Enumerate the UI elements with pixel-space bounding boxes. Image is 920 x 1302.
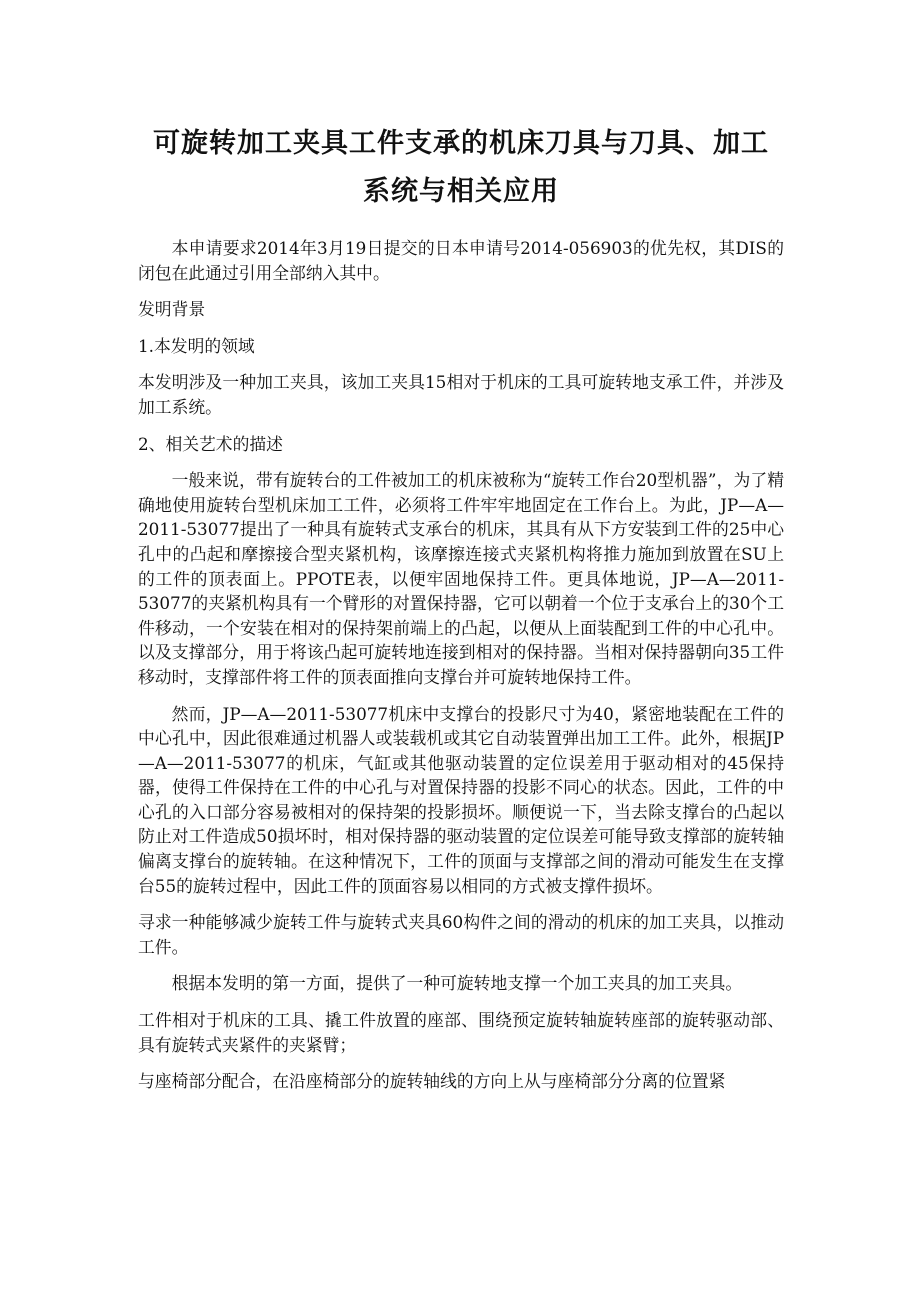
first-aspect-paragraph: 根据本发明的第一方面，提供了一种可旋转地支撑一个加工夹具的加工夹具。: [171, 973, 743, 994]
claim-element-paragraph-2: 与座椅部分配合，在沿座椅部分的旋转轴线的方向上从与座椅部分分离的位置紧: [138, 1071, 726, 1092]
title-line-1: 可旋转加工夹具工件支承的机床刀具与刀具、加工: [153, 128, 769, 159]
related-art-paragraph-2: 然而，JP—A—2011-53077机床中支撑台的投影尺寸为40，紧密地装配在工件的中心孔中，因此很难通过机器人或装载机或其它自动装置弹出加工工件。此外，根据JP—A—2011-53077的机床，气缸或其他驱动装置的定位误差用于驱动相对的45保持器，使得工件保持在工件的中心孔与对置保持器的投影不同心的状态。因此，工件的中心孔的入口部分容易被相对的保持架的投影损坏。顺便说一下，当去除支撑台的凸起以防止对工件造成50损坏时，相对保持器的驱动装置的定位误差可能导致支撑部的旋转轴偏离支撑台的旋转轴。在这种情况下，工件的顶面与支撑部之间的滑动可能发生在支撑台55的旋转过程中，因此工件的顶面容易以相同的方式被支撑件损坏。: [138, 703, 784, 896]
document-title: [138, 120, 784, 216]
claim-element-paragraph-1: 工件相对于机床的工具、撬工件放置的座部、围绕预定旋转轴旋转座部的旋转驱动部、具有旋转式夹紧件的夹紧臂；: [138, 1010, 784, 1055]
document-body: [138, 236, 784, 1094]
section-heading-background: 发明背景: [138, 299, 206, 320]
priority-claim-paragraph: 本申请要求2014年3月19日提交的日本申请号2014-056903的优先权，其DIS的闭包在此通过引用全部纳入其中。: [138, 238, 784, 283]
field-paragraph: 本发明涉及一种加工夹具，该加工夹具15相对于机床的工具可旋转地支承工件，并涉及加工系统。: [138, 372, 784, 417]
title-line-2: 系统与相关应用: [363, 176, 559, 207]
section-heading-related-art: 2、相关艺术的描述: [138, 433, 283, 454]
section-heading-field: 1.本发明的领域: [138, 335, 255, 356]
object-paragraph: 寻求一种能够减少旋转工件与旋转式夹具60构件之间的滑动的机床的加工夹具，以推动工件。: [138, 912, 784, 957]
related-art-paragraph-1: 一般来说，带有旋转台的工件被加工的机床被称为“旋转工作台20型机器”，为了精确地使用旋转台型机床加工工件，必须将工件牢牢地固定在工作台上。为此，JP—A—2011-53077提出了一种具有旋转式支承台的机床，其具有从下方安装到工件的25中心孔中的凸起和摩擦接合型夹紧机构，该摩擦连接式夹紧机构将推力施加到放置在SU上的工件的顶表面上。PPOTE表，以便牢固地保持工件。更具体地说，JP—A—2011-53077的夹紧机构具有一个臂形的对置保持器，它可以朝着一个位于支承台上的30个工件移动，一个安装在相对的保持架前端上的凸起，以便从上面装配到工件的中心孔中。以及支撑部分，用于将该凸起可旋转地连接到相对的保持器。当相对保持器朝向35工件移动时，支撑部件将工件的顶表面推向支撑台并可旋转地保持工件。: [138, 470, 784, 687]
